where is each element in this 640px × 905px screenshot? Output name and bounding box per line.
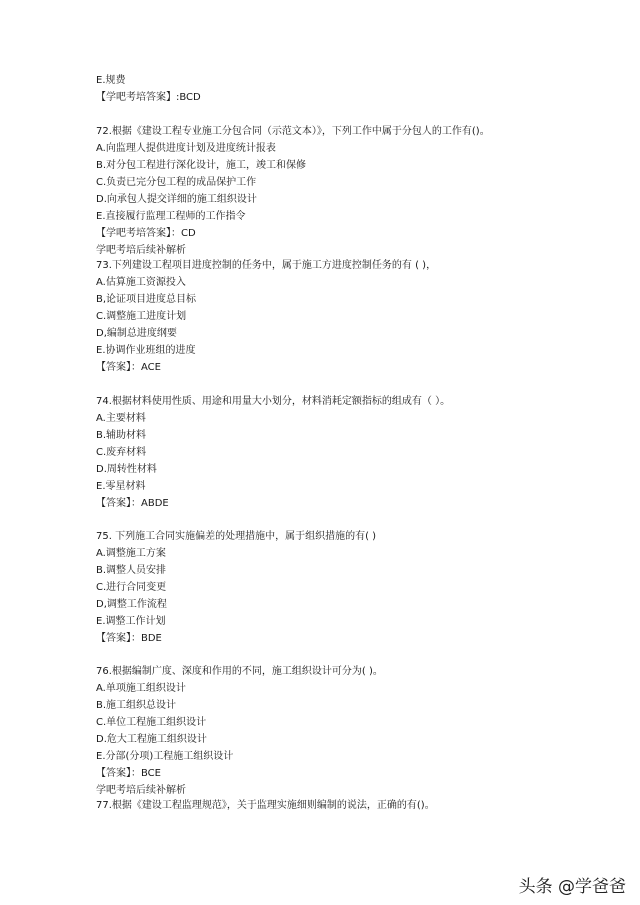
text-line: B.辅助材料: [96, 430, 147, 441]
text-line: A.向监理人提供进度计划及进度统计报表: [96, 143, 276, 154]
text-line: C.调整施工进度计划: [96, 311, 187, 322]
text-line: C.进行合同变更: [96, 582, 167, 593]
text-line: B.调整人员安排: [96, 565, 167, 576]
text-line: A.调整施工方案: [96, 548, 166, 559]
text-line: 学吧考培后续补解析: [96, 245, 186, 256]
text-line: D,调整工作流程: [96, 599, 167, 610]
text-line: C.废弃材料: [96, 447, 147, 458]
text-line: 74.根据材料使用性质、用途和用量大小划分，材料消耗定额指标的组成有（ ）。: [96, 396, 451, 407]
text-line: 73.下列建设工程项目进度控制的任务中，属于施工方进度控制任务的有 ( )，: [96, 260, 437, 271]
text-line: D.周转性材料: [96, 464, 157, 475]
text-line: E.规费: [96, 75, 126, 86]
text-line: A.单项施工组织设计: [96, 683, 186, 694]
text-line: C.负责已完分包工程的成品保护工作: [96, 177, 257, 188]
text-line: 【学吧考培答案】:BCD: [96, 92, 201, 103]
text-line: 75. 下列施工合同实施偏差的处理措施中，属于组织措施的有( ): [96, 531, 377, 542]
text-line: B.对分包工程进行深化设计，施工，竣工和保修: [96, 160, 307, 171]
text-line: E.调整工作计划: [96, 616, 166, 627]
text-line: D,编制总进度纲要: [96, 328, 177, 339]
text-line: 【答案】：BDE: [96, 633, 162, 644]
text-line: 76.根据编制广度、深度和作用的不同，施工组织设计可分为( )。: [96, 666, 383, 677]
text-line: E.零星材料: [96, 481, 146, 492]
text-line: C.单位工程施工组织设计: [96, 717, 207, 728]
text-line: 77.根据《建设工程监理规范》，关于监理实施细则编制的说法，正确的有()。: [96, 800, 435, 811]
text-line: 【答案】：BCE: [96, 768, 161, 779]
text-line: E.分部(分项)工程施工组织设计: [96, 751, 234, 762]
text-line: A.估算施工资源投入: [96, 277, 186, 288]
text-line: 【答案】：ACE: [96, 362, 161, 373]
text-line: D.危大工程施工组织设计: [96, 734, 207, 745]
text-line: B.施工组织总设计: [96, 700, 177, 711]
text-line: 学吧考培后续补解析: [96, 785, 186, 796]
watermark: 头条 @学爸爸: [518, 877, 626, 897]
text-line: E.协调作业班组的进度: [96, 345, 196, 356]
text-line: 【学吧考培答案】：CD: [96, 228, 196, 239]
text-line: B,论证项目进度总目标: [96, 294, 197, 305]
text-line: D.向承包人提交详细的施工组织设计: [96, 194, 257, 205]
text-line: 【答案】：ABDE: [96, 498, 169, 509]
text-line: E.直接履行监理工程师的工作指令: [96, 211, 246, 222]
text-line: A.主要材料: [96, 413, 146, 424]
text-line: 72.根据《建设工程专业施工分包合同（示范文本）》，下列工作中属于分包人的工作有()。: [96, 126, 490, 137]
